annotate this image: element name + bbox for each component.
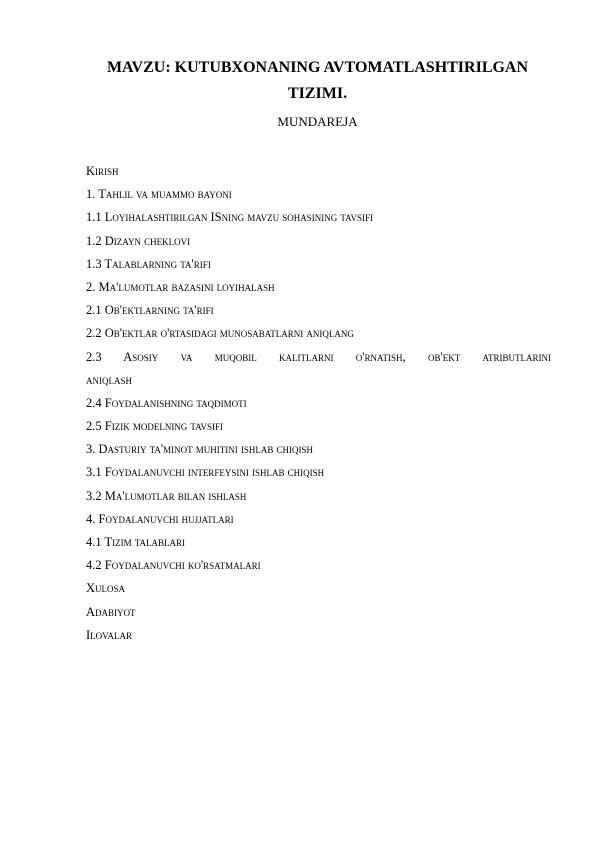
toc-item-2-3: 2.3 Asosiy va muqobil kalitlarni o'rnatish, ob'ekt atributlarini: [86, 349, 551, 364]
toc-item-4: 4. Foydalanuvchi hujjatlari: [86, 511, 234, 526]
toc-item-1-1: 1.1 Loyihalashtirilgan ISning mavzu sohasining tavsifi: [86, 210, 373, 225]
toc-item-3-2: 3.2 Ma'lumotlar bilan ishlash: [86, 488, 247, 503]
toc-item-1-2: 1.2 Dizayn cheklovi: [86, 233, 191, 248]
table-of-contents: [86, 160, 551, 647]
toc-item-4-1: 4.1 Tizim talablari: [86, 535, 186, 549]
toc-item-2: 2. Ma'lumotlar bazasini loyihalash: [86, 279, 275, 294]
toc-item-2-4: 2.4 Foydalanishning taqdimoti: [86, 395, 247, 410]
toc-item-adabiyot: Adabiyot: [86, 604, 136, 619]
toc-item-1: 1. Tahlil va muammo bayoni: [86, 187, 232, 202]
toc-item-1-3: 1.3 Talablarning ta'rifi: [86, 256, 211, 271]
toc-item-3: 3. Dasturiy ta'minot muhitini ishlab chiqish: [86, 442, 314, 457]
toc-item-4-2: 4.2 Foydalanuvchi ko'rsatmalari: [86, 558, 261, 573]
document-title-line-2: TIZIMI.: [287, 85, 348, 102]
toc-item-2-3-continuation: aniqlash: [86, 372, 132, 387]
toc-item-kirish: Kirish: [86, 164, 119, 178]
toc-item-2-2: 2.2 Ob'ektlar o'rtasidagi munosabatlarni aniqlang: [86, 326, 354, 341]
toc-item-2-5: 2.5 Fizik modelning tavsifi: [86, 419, 224, 434]
toc-item-ilovalar: Ilovalar: [86, 627, 132, 642]
toc-item-xulosa: Xulosa: [86, 581, 126, 596]
document-title-line-1: MAVZU: KUTUBXONANING AVTOMATLASHTIRILGAN: [106, 59, 529, 76]
contents-heading: MUNDAREJA: [277, 114, 358, 129]
toc-item-2-1: 2.1 Ob'ektlarning ta'rifi: [86, 303, 214, 318]
toc-item-3-1: 3.1 Foydalanuvchi interfeysini ishlab chiqish: [86, 465, 325, 480]
